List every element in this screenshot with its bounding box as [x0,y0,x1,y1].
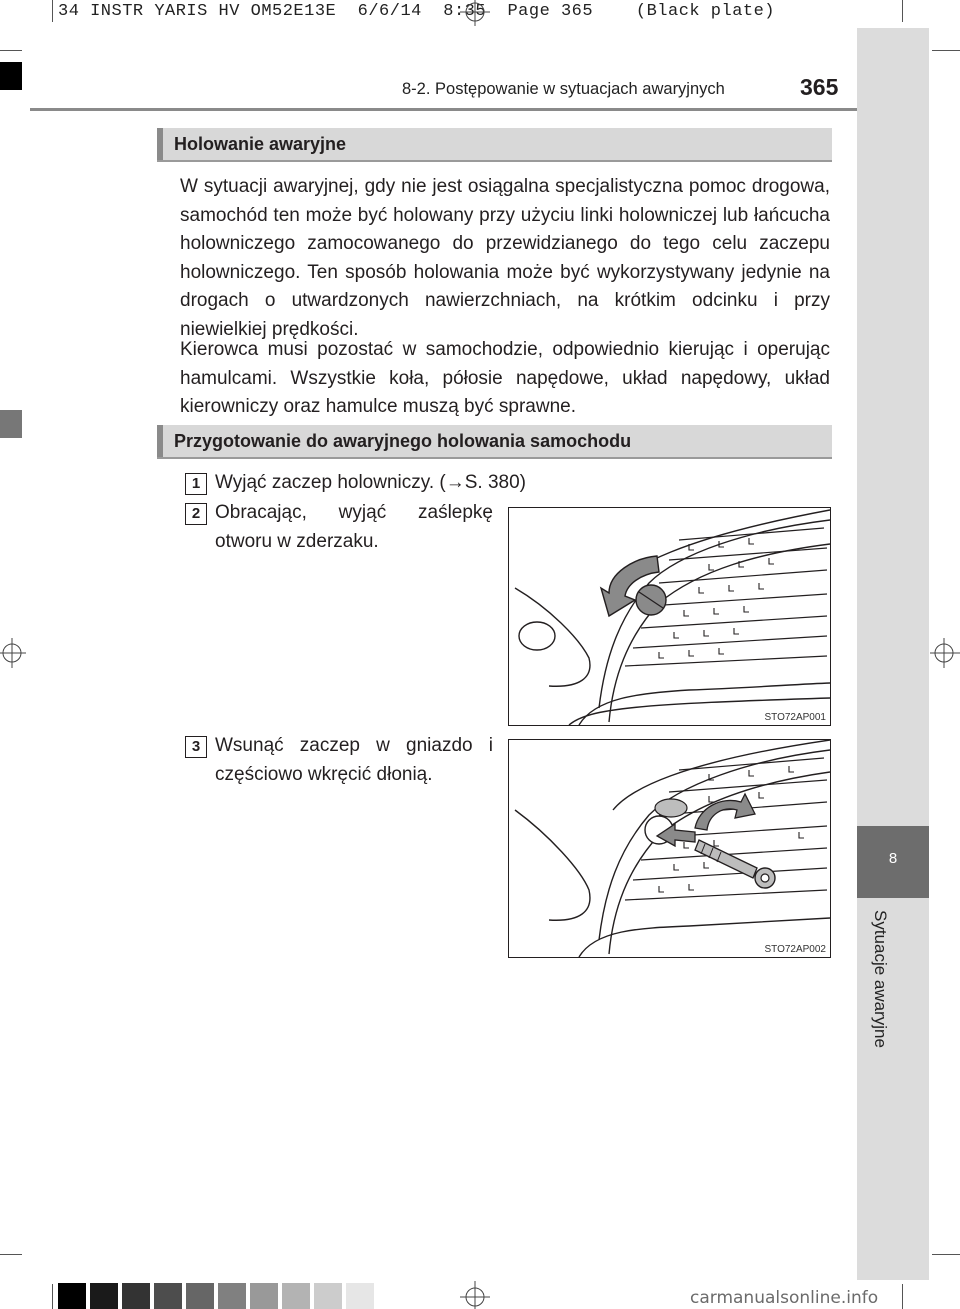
calibration-swatch [154,1283,182,1309]
calibration-swatch [250,1283,278,1309]
section-title: Holowanie awaryjne [174,134,347,154]
print-header: 34 INSTR YARIS HV OM52E13E 6/6/14 8:35 Page 365 (Black plate) [58,2,776,21]
screw-in-arrow-icon [695,794,755,830]
registration-mark-top [460,0,490,26]
watermark[interactable]: carmanualsonline.info [690,1288,879,1308]
crop-mark [0,1254,22,1255]
crop-mark [932,1254,960,1255]
step-number: 1 [185,473,207,495]
calibration-swatch [218,1283,246,1309]
crop-mark [902,1284,903,1309]
crop-mark [52,0,53,22]
tow-hook-icon [695,840,775,888]
crop-mark [932,50,960,51]
figure-code: STO72AP002 [764,944,826,955]
bumper-cover-icon [636,585,666,615]
figure-remove-cover [508,507,831,726]
calibration-swatch [282,1283,310,1309]
page-number: 365 [800,74,839,100]
step-text: Wyjąć zaczep holowniczy. (→S. 380) [215,472,526,493]
crop-mark [52,1284,53,1309]
calibration-swatch [90,1283,118,1309]
step-number: 2 [185,503,207,525]
chapter-sidebar [857,28,929,1280]
step-text: Obracając, wyjąć zaślepkę otworu w zderzaku. [215,502,493,552]
thumb-index-grey [0,410,22,438]
running-head: 8-2. Postępowanie w sytuacjach awaryjnych [402,80,725,98]
calibration-swatch [122,1283,150,1309]
chapter-label: Sytuacje awaryjne [871,910,890,1048]
paragraph: Kierowca musi pozostać w samochodzie, odpowiednio kierując i operując hamulcami. Wszystkie koła, półosie napędowe, układ napędowy, układ kierowniczy oraz hamulce muszą być sprawne. [180,339,830,417]
figure-code: STO72AP001 [764,712,826,723]
crop-mark [0,50,22,51]
calibration-swatch [58,1283,86,1309]
paragraph: W sytuacji awaryjnej, gdy nie jest osiągalna specjalistyczna pomoc drogowa, samochód ten może być holowany przy użyciu linki holowniczej lub łańcucha holowniczego zamocowanego do przewidzianego do tego celu zaczepu holowniczego. Ten sposób holowania może być wykorzystywany jedynie na drogach o utwardzonych nawierzchniach, na krótkim odcinku i przy niewielkiej prędkości. [180,176,830,340]
calibration-swatch [314,1283,342,1309]
chapter-number: 8 [888,850,898,867]
crop-mark [902,0,903,22]
tow-hook-illustration [509,740,830,957]
figure-insert-hook [508,739,831,958]
thumb-index-black [0,62,22,90]
section-heading-towing-preparation [157,425,832,459]
registration-mark-bottom [460,1281,490,1309]
registration-mark-right [930,638,960,668]
header-rule [30,108,857,111]
step-text: Wsunąć zaczep w gniazdo i częściowo wkręcić dłonią. [215,735,493,785]
section-heading-emergency-towing [157,128,832,162]
section-title: Przygotowanie do awaryjnego holowania samochodu [174,431,632,451]
bumper-illustration [509,508,830,725]
step-number: 3 [185,736,207,758]
calibration-swatch [346,1283,374,1309]
calibration-swatch [186,1283,214,1309]
registration-mark-left [0,638,26,668]
